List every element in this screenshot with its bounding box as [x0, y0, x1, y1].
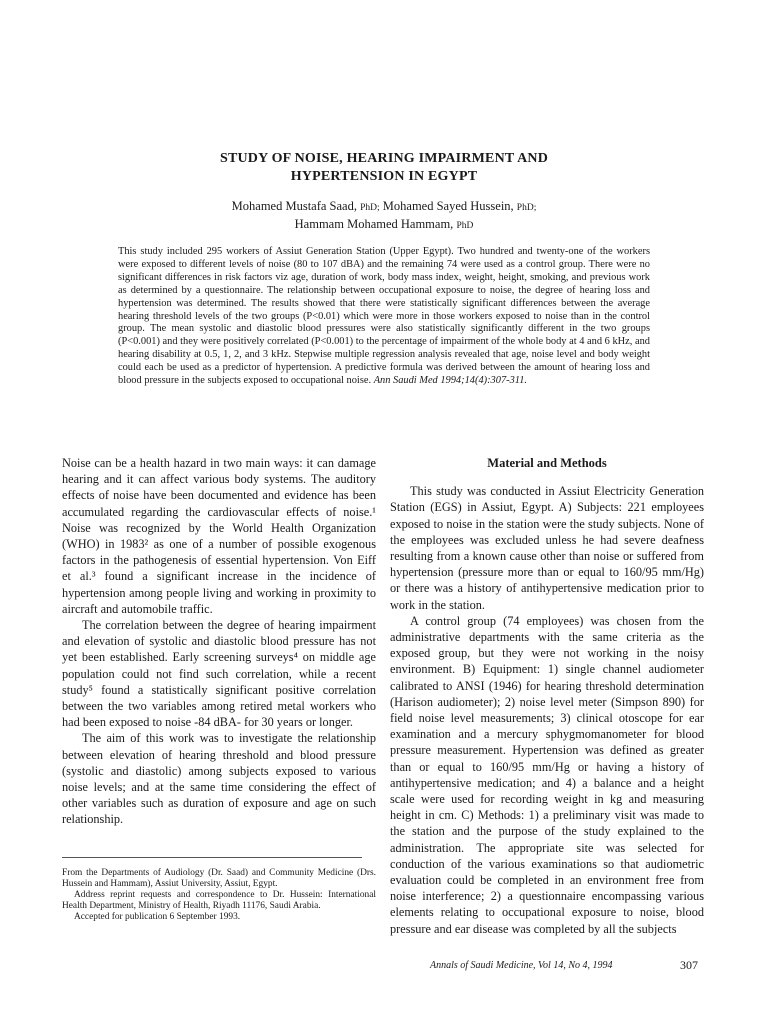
intro-paragraph-1: Noise can be a health hazard in two main ways: it can damage hearing and it can affect various body systems. The auditory effects of noise have been documented and evidence has been accumulated regarding the cardiovascular effects of noise.¹ Noise was recognized by the World Health Organization (WHO) in 1983² as one of a number of possible exogenous factors in the pathogenesis of essential hypertension. Von Eiff et al.³ found a significant increase in the incidence of hypertension among people living and working in proximity to aircraft and automobile traffic. — [62, 456, 376, 616]
author-3: Hammam Mohamed Hammam, — [294, 217, 454, 231]
article-title — [120, 150, 648, 186]
intro-paragraph-2: The correlation between the degree of hearing impairment and elevation of systolic and diastolic blood pressure has not yet been established. Early screening surveys⁴ on middle age population could not find such correlation, while a recent study⁵ found a statistically significant positive correlation between the two variables among retired metal workers who had been exposed to noise -84 dBA- for 30 years or longer. — [62, 618, 376, 730]
page-number: 307 — [680, 958, 698, 972]
footnote — [62, 868, 376, 923]
title-line-2: HYPERTENSION IN EGYPT — [290, 169, 478, 184]
section-heading-methods: Material and Methods — [487, 456, 607, 470]
methods-paragraph-1: This study was conducted in Assiut Electricity Generation Station (EGS) in Assiut, Egypt. A) Subjects: 221 employees exposed to noise in the station were the study subjects. None of the employees was excluded unless he had severe deafness resulting from a known cause other than noise or suffered from hypertension (pressure more than or equal to 160/95 mm/Hg) or there was a history of antihypertensive medication prior to work in the station. — [390, 484, 704, 612]
abstract-citation: Ann Saudi Med 1994;14(4):307-311. — [373, 375, 528, 387]
footnote-divider — [62, 857, 362, 858]
author-3-degree: PhD — [456, 221, 474, 231]
methods-paragraph-2: A control group (74 employees) was chosen from the administrative departments with the same criteria as the exposed group, but they were not working in the noisy environment. B) Equipment: 1) single channel audiometer calibrated to ANSI (1946) for hearing threshold determination (Harison audiometer); 2) noise level meter (Simpson 890) for field noise level measurements; 3) clinical otoscope for ear examination and a mercury sphygmomanometer for blood pressure measurement. Hypertension was defined as greater than or equal to 160/95 mm/Hg or having a history of antihypertensive medication; and 4) a balance and a height scale were used for recording weight in kg and measuring height in cm. C) Methods: 1) a preliminary visit was made to the station and the purpose of the study explained to the administration. The appropriate site was selected for conduction of the various examinations so that audiometric evaluation could be completed in an environment free from noise interference; 2) a questionnaire encompassing various elements relating to occupational exposure to noise, blood pressure and ear disease was completed by all the subjects — [390, 613, 704, 936]
abstract-text: This study included 295 workers of Assiut Generation Station (Upper Egypt). Two hundred and twenty-one of the workers were exposed to different levels of noise (80 to 107 dBA) and the remaining 74 were used as a control group. There were no significant differences in risk factors viz age, duration of work, body mass index, weight, height, smoking, and previous work as determined by a questionnaire. The relationship between occupational exposure to noise, the degree of hearing loss and hypertension was determined. The results showed that there were statistically significant differences between the average hearing threshold levels of the two groups (P<0.01) which were more in those workers exposed to noise than in the control group. The mean systolic and diastolic blood pressures were also statistically significantly different in the two groups (P<0.001) and they were positively correlated (P<0.001) to the percentage of impairment of the whole body at 4 and 6 kHz, and hearing disability at 0.5, 1, 2, and 3 kHz. Stepwise multiple regression analysis revealed that age, noise level and body weight could each be used as a predictor of hypertension. A predictive formula was derived between the amount of hearing loss and blood pressure in the subjects exposed to occupational noise. — [118, 246, 650, 387]
footnote-affiliation: From the Departments of Audiology (Dr. Saad) and Community Medicine (Drs. Hussein and Hammam), Assiut University, Assiut, Egypt. — [62, 868, 376, 889]
journal-citation: Annals of Saudi Medicine, Vol 14, No 4, 1994 — [430, 960, 613, 971]
abstract — [118, 246, 650, 388]
author-1-degree: PhD; — [360, 203, 380, 213]
footnote-accepted: Accepted for publication 6 September 1993. — [74, 912, 241, 922]
right-column — [390, 455, 704, 937]
intro-paragraph-3: The aim of this work was to investigate the relationship between elevation of hearing threshold and blood pressure (systolic and diastolic) among subjects exposed to various noise levels; and at the same time considering the effect of other variables such as duration of exposure and age on such relationship. — [62, 731, 376, 827]
left-column — [62, 455, 376, 828]
author-list — [140, 198, 628, 234]
footnote-correspondence: Address reprint requests and correspondence to Dr. Hussein: International Health Department, Ministry of Health, Riyadh 11176, Saudi Arabia. — [62, 890, 376, 911]
author-1: Mohamed Mustafa Saad, — [231, 199, 357, 213]
author-2-degree: PhD; — [516, 203, 537, 213]
title-line-1: STUDY OF NOISE, HEARING IMPAIRMENT AND — [219, 151, 549, 166]
author-2: Mohamed Sayed Hussein, — [382, 199, 514, 213]
